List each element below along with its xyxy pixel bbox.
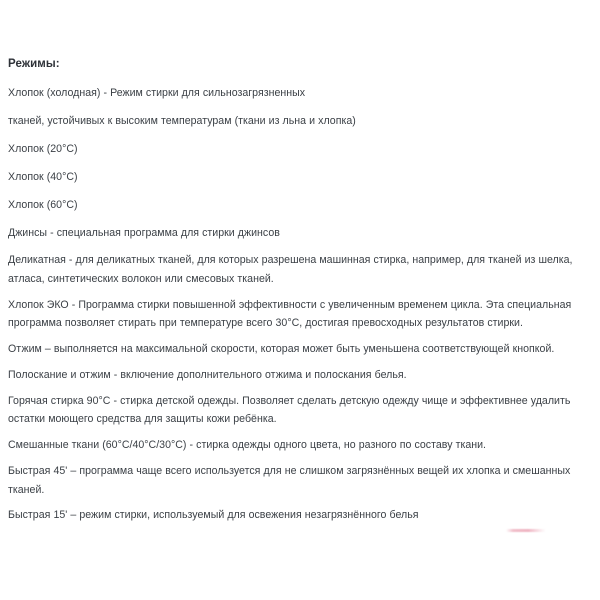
paragraph-cotton-cold: Хлопок (холодная) - Режим стирки для сильнозагрязненных [8,87,306,99]
paragraph-cotton-40: Хлопок (40°C) [8,170,78,183]
paragraph-cotton-eco: Хлопок ЭКО - Программа стирки повышенной эффективности с увеличенным временем цикла. Эта специальная программа позволяет стирать при температуре всего 30°C, достигая превосходных результатов стирки. [8,298,572,330]
paragraph-quick-15: Быстрая 15' – режим стирки, используемый для освежения незагрязнённого белья [8,509,419,522]
paragraph-cotton-60: Хлопок (60°C) [8,198,78,211]
scan-artifact-mark [506,529,546,532]
paragraph-jeans: Джинсы - специальная программа для стирки джинсов [8,226,280,239]
page-title: Режимы: [8,58,60,70]
paragraph-cotton-20: Хлопок (20°C) [8,142,78,155]
paragraph-quick-45: Быстрая 45' – программа чаще всего используется для не слишком загрязнённых вещей их хлопка и смешанных тканей. [8,465,571,496]
paragraph-delicate: Деликатная - для деликатных тканей, для которых разрешена машинная стирка, например, для тканей из шелка, атласа, синтетических волокон или смесовых тканей. [8,254,573,285]
paragraph-mixed-fabrics: Смешанные ткани (60°C/40°C/30°C) - стирка одежды одного цвета, но разного по составу ткани. [8,439,487,452]
paragraph-cotton-cold-continued: тканей, устойчивых к высоким температурам (ткани из льна и хлопка) [8,114,356,127]
paragraph-spin: Отжим – выполняется на максимальной скорости, которая может быть уменьшена соответствующей кнопкой. [8,343,555,356]
paragraph-hot-wash-90: Горячая стирка 90°C - стирка детской одежды. Позволяет сделать детскую одежду чище и эффективнее удалить остатки моющего средства для защиты кожи ребёнка. [8,394,571,426]
paragraph-rinse-and-spin: Полоскание и отжим - включение дополнительного отжима и полоскания белья. [8,368,407,381]
